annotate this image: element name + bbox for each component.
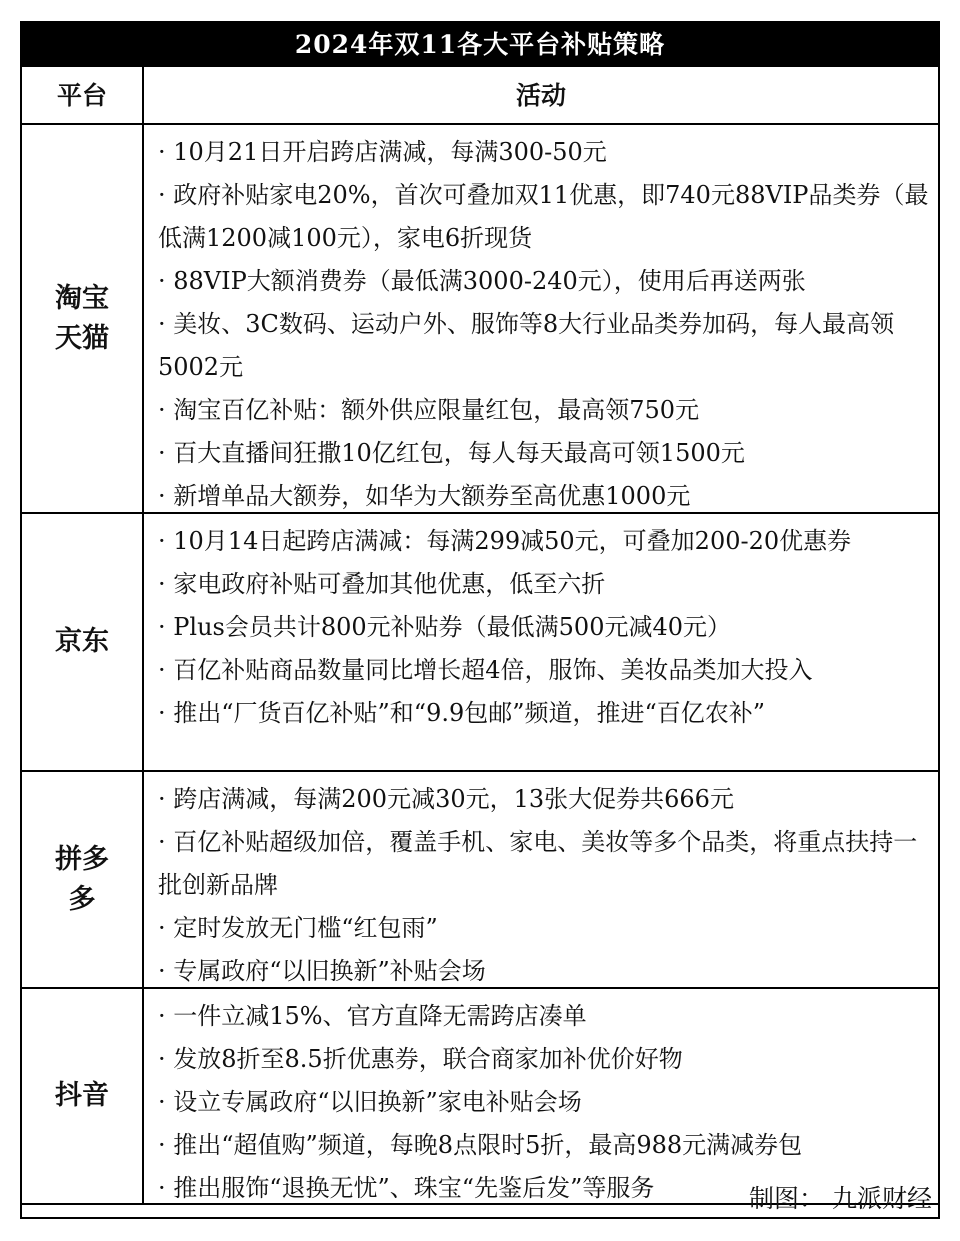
list-item: · 政府补贴家电20%，首次可叠加双11优惠，即740元88VIP品类券（最低满1200减100元），家电6折现货 [158,181,929,252]
list-item: · 百亿补贴商品数量同比增长超4倍，服饰、美妆品类加大投入 [158,656,813,684]
list-item: · 10月21日开启跨店满减，每满300-50元 [158,138,607,166]
platform-cell: 京东 [22,514,144,770]
subsidy-table [20,21,940,1219]
list-item: · 定时发放无门槛“红包雨” [158,914,438,942]
list-item: · Plus会员共计800元补贴券（最低满500元减40元） [158,613,732,641]
activity-cell [158,778,934,993]
list-item: · 百亿补贴超级加倍，覆盖手机、家电、美妆等多个品类，将重点扶持一批创新品牌 [158,828,918,899]
activity-cell [158,520,934,735]
list-item: · 推出“厂货百亿补贴”和“9.9包邮”频道，推进“百亿农补” [158,699,766,727]
table-row-douyin [22,989,938,1205]
list-item: · 10月14日起跨店满减：每满299减50元，可叠加200-20优惠券 [158,527,852,555]
list-item: · 88VIP大额消费券（最低满3000-240元），使用后再送两张 [158,267,806,295]
list-item: · 推出“超值购”频道，每晚8点限时5折，最高988元满减券包 [158,1131,803,1159]
list-item: · 美妆、3C数码、运动户外、服饰等8大行业品类券加码，每人最高领5002元 [158,310,895,381]
activity-cell [158,995,934,1210]
list-item: · 设立专属政府“以旧换新”家电补贴会场 [158,1088,582,1116]
list-item: · 推出服饰“退换无忧”、珠宝“先鉴后发”等服务 [158,1174,655,1202]
list-item: · 专属政府“以旧换新”补贴会场 [158,957,486,985]
activity-cell [158,131,934,518]
list-item: · 一件立减15%、官方直降无需跨店凑单 [158,1002,587,1030]
list-item: · 百大直播间狂撒10亿红包，每人每天最高可领1500元 [158,439,745,467]
list-item: · 新增单品大额券，如华为大额券至高优惠1000元 [158,482,691,510]
header-platform: 平台 [22,67,144,125]
list-item: · 发放8折至8.5折优惠券，联合商家加补优价好物 [158,1045,683,1073]
platform-cell: 淘宝天猫 [22,125,144,512]
table-row-jd [22,514,938,772]
platform-cell: 拼多多 [22,772,144,987]
list-item: · 淘宝百亿补贴：额外供应限量红包，最高领750元 [158,396,700,424]
chart-credit: 制图： 九派财经 [749,1184,932,1213]
list-item: · 跨店满减，每满200元减30元，13张大促券共666元 [158,785,734,813]
table-title: 2024年双11各大平台补贴策略 [22,23,938,67]
list-item: · 家电政府补贴可叠加其他优惠，低至六折 [158,570,606,598]
header-activity: 活动 [144,67,938,125]
table-row-taobao [22,125,938,514]
platform-cell: 抖音 [22,989,144,1203]
table-row-pdd [22,772,938,989]
